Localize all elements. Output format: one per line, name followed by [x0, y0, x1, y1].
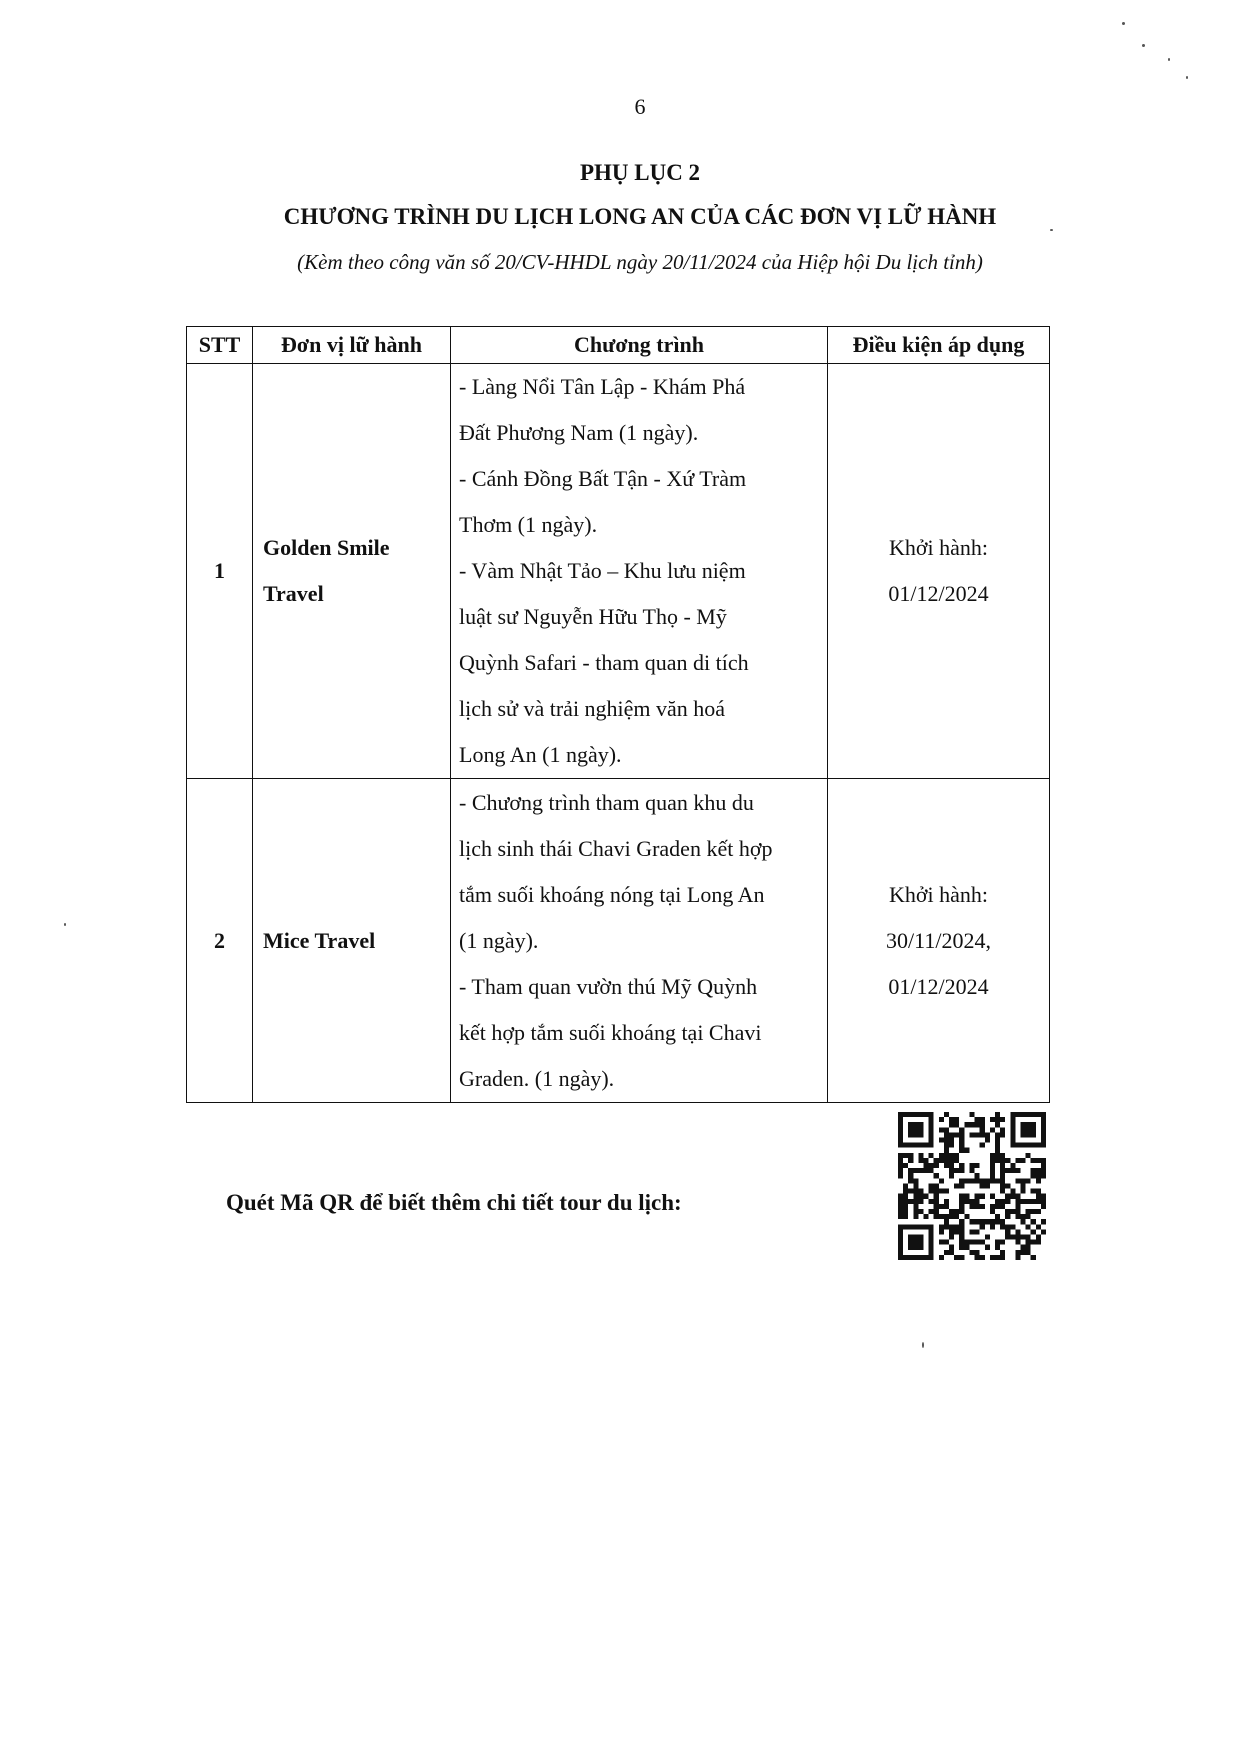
row-program — [451, 364, 828, 779]
program-line: tắm suối khoáng nóng tại Long An — [459, 881, 765, 907]
scan-speck — [1122, 22, 1125, 25]
header-unit: Đơn vị lữ hành — [253, 327, 451, 364]
header-program: Chương trình — [451, 327, 828, 364]
program-line: Đất Phương Nam (1 ngày). — [459, 420, 699, 445]
unit-line: Mice Travel — [263, 927, 376, 953]
program-line: - Làng Nổi Tân Lập - Khám Phá — [459, 374, 746, 399]
header-stt: STT — [187, 327, 253, 364]
row-unit — [253, 779, 451, 1103]
unit-line: Travel — [263, 581, 324, 606]
program-line: - Tham quan vườn thú Mỹ Quỳnh — [459, 973, 758, 999]
program-line: lịch sinh thái Chavi Graden kết hợp — [459, 835, 773, 861]
subtitle: (Kèm theo công văn số 20/CV-HHDL ngày 20/11/2024 của Hiệp hội Du lịch tỉnh) — [297, 250, 983, 274]
row-stt: 1 — [187, 364, 253, 779]
program-line: - Chương trình tham quan khu du — [459, 789, 754, 815]
program-line: Thơm (1 ngày). — [459, 512, 598, 537]
row-unit — [253, 364, 451, 779]
program-line: lịch sử và trải nghiệm văn hoá — [459, 696, 726, 721]
program-line: - Vàm Nhật Tảo – Khu lưu niệm — [459, 558, 746, 583]
scan-speck — [1142, 44, 1145, 47]
qr-caption: Quét Mã QR để biết thêm chi tiết tour du lịch: — [226, 1190, 682, 1215]
tour-program-table — [186, 326, 1050, 1103]
qr-code-icon[interactable] — [898, 1112, 1046, 1260]
scan-speck — [1186, 76, 1188, 79]
condition-line: Khởi hành: — [888, 535, 988, 560]
scan-speck — [922, 1342, 924, 1348]
program-line: Quỳnh Safari - tham quan di tích — [459, 650, 749, 675]
condition-line: 01/12/2024 — [888, 973, 989, 999]
scan-speck — [64, 923, 66, 926]
program-line: kết hợp tắm suối khoáng tại Chavi — [459, 1019, 762, 1045]
scan-speck — [1168, 58, 1170, 61]
condition-line: Khởi hành: — [888, 881, 988, 907]
row-program — [451, 779, 828, 1103]
page-number: 6 — [634, 94, 646, 119]
row-stt: 2 — [187, 779, 253, 1103]
condition-line: 01/12/2024 — [888, 581, 989, 606]
table-row — [187, 364, 1050, 779]
table-row — [187, 779, 1050, 1103]
program-line: - Cánh Đồng Bất Tận - Xứ Tràm — [459, 466, 747, 491]
table-header-row — [187, 327, 1050, 364]
program-line: luật sư Nguyễn Hữu Thọ - Mỹ — [459, 604, 727, 629]
row-condition — [828, 364, 1050, 779]
row-condition — [828, 779, 1050, 1103]
page-title: CHƯƠNG TRÌNH DU LỊCH LONG AN CỦA CÁC ĐƠN VỊ LỮ HÀNH — [283, 204, 997, 229]
program-line: Graden. (1 ngày). — [459, 1065, 615, 1091]
header-condition: Điều kiện áp dụng — [828, 327, 1050, 364]
program-line: Long An (1 ngày). — [459, 742, 622, 767]
scan-speck — [1050, 229, 1053, 231]
appendix-title: PHỤ LỤC 2 — [579, 160, 701, 185]
program-line: (1 ngày). — [459, 927, 539, 953]
unit-line: Golden Smile — [263, 535, 390, 560]
condition-line: 30/11/2024, — [886, 927, 991, 953]
